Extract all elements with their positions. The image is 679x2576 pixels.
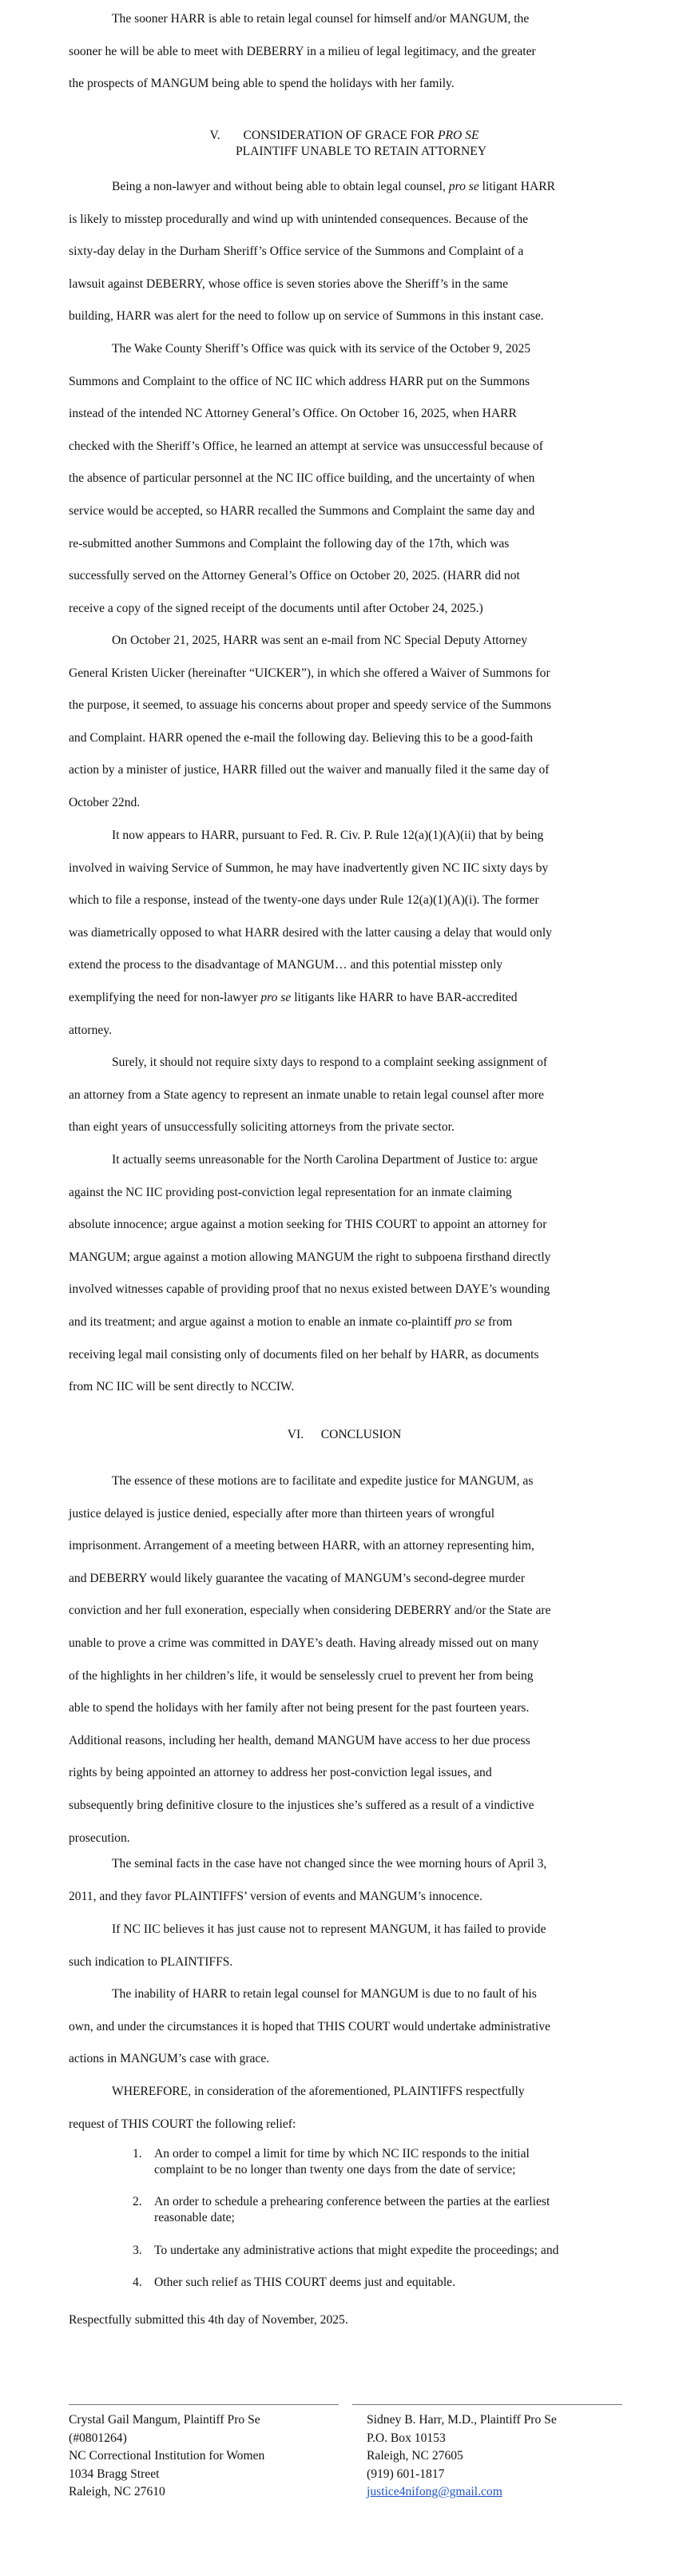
text-line: subsequently bring definitive closure to the injustices she’s suffered as a result of a vindictive <box>69 1798 534 1812</box>
text-line: WHEREFORE, in consideration of the aforementioned, PLAINTIFFS respectfully <box>112 2085 525 2098</box>
text-line: General Kristen Uicker (hereinafter “UICKER”), in which she offered a Waiver of Summons for <box>69 666 550 680</box>
text-line: justice delayed is justice denied, especially after more than thirteen years of wrongful <box>69 1506 495 1521</box>
text-run: from <box>485 1314 513 1329</box>
text-run: litigants like HARR to have BAR-accredited <box>291 990 518 1004</box>
section-v-heading <box>69 128 620 160</box>
text-line: Summons and Complaint to the office of NC IIC which address HARR put on the Summons <box>69 374 530 388</box>
signer-name: Crystal Gail Mangum, Plaintiff Pro Se <box>69 2413 260 2427</box>
relief-item <box>133 2146 649 2178</box>
text-line: On October 21, 2025, HARR was sent an e-mail from NC Special Deputy Attorney <box>112 634 528 647</box>
text-line: successfully served on the Attorney General’s Office on October 20, 2025. (HARR did not <box>69 569 520 583</box>
paragraph-uicker-email <box>69 625 551 820</box>
text-line <box>69 1306 550 1339</box>
text-line: lawsuit against DEBERRY, whose office is seven stories above the Sheriff’s in the same <box>69 276 509 291</box>
submitted-date <box>69 2312 348 2328</box>
text-line: own, and under the circumstances it is hoped that THIS COURT would undertake administrative <box>69 2019 551 2033</box>
text-line: instead of the intended NC Attorney General’s Office. On October 16, 2025, when HARR <box>69 407 517 421</box>
text-line <box>69 982 552 1015</box>
signature-block-harr <box>352 2404 622 2502</box>
text-line: and Complaint. HARR opened the e-mail the following day. Believing this to be a good-faith <box>69 730 534 745</box>
text-line: unable to prove a crime was committed in DAYE’s death. Having already missed out on many <box>69 1636 539 1650</box>
section-title: CONSIDERATION OF GRACE FOR <box>243 129 438 142</box>
signer-email-link[interactable]: justice4nifong@gmail.com <box>367 2485 502 2499</box>
text-line: It actually seems unreasonable for the North Carolina Department of Justice to: argue <box>112 1153 538 1167</box>
signer-institution: NC Correctional Institution for Women <box>69 2449 265 2463</box>
text-line: prosecution. <box>69 1831 130 1845</box>
text-line: against the NC IIC providing post-conviction legal representation for an inmate claiming <box>69 1185 512 1199</box>
text-line: It now appears to HARR, pursuant to Fed. R. Civ. P. Rule 12(a)(1)(A)(ii) that by being <box>112 829 544 842</box>
paragraph-wake-county <box>69 333 543 625</box>
signature-line <box>352 2404 622 2405</box>
text-run: Being a non-lawyer and without being able to obtain legal counsel, <box>112 180 449 193</box>
section-title-italic: PRO SE <box>437 129 479 142</box>
relief-item <box>133 2275 649 2291</box>
text-line: October 22nd. <box>69 795 141 809</box>
text-line: The Wake County Sheriff’s Office was quick with its service of the October 9, 2025 <box>112 342 531 356</box>
signer-id: (#0801264) <box>69 2431 127 2445</box>
section-number: V. <box>209 129 220 142</box>
text-line: the purpose, it seemed, to assuage his concerns about proper and speedy service of the Summons <box>69 698 552 713</box>
paragraph-seminal-facts <box>69 1848 546 1913</box>
text-line: extend the process to the disadvantage of MANGUM… and this potential misstep only <box>69 958 503 972</box>
text-line: was diametrically opposed to what HARR desired with the latter causing a delay that would only <box>69 925 552 940</box>
text-line: absolute innocence; argue against a motion seeking for THIS COURT to appoint an attorney for <box>69 1218 547 1232</box>
signer-city: Raleigh, NC 27610 <box>69 2485 165 2499</box>
text-line: conviction and her full exoneration, especially when considering DEBERRY and/or the State are <box>69 1604 551 1618</box>
text-line: building, HARR was alert for the need to follow up on service of Summons in this instant case. <box>69 309 544 324</box>
signer-street: 1034 Bragg Street <box>69 2467 160 2481</box>
signature-line <box>69 2404 339 2405</box>
paragraph-sixty-days <box>69 1047 547 1144</box>
text-line: able to spend the holidays with her family after not being present for the past fourteen years. <box>69 1701 530 1715</box>
text-line: actions in MANGUM’s case with grace. <box>69 2052 270 2066</box>
relief-item <box>133 2194 649 2226</box>
text-line: than eight years of unsuccessfully soliciting attorneys from the private sector. <box>69 1120 455 1135</box>
text-line: an attorney from a State agency to represent an inmate unable to retain legal counsel after more <box>69 1087 544 1102</box>
signer-name: Sidney B. Harr, M.D., Plaintiff Pro Se <box>367 2413 557 2427</box>
text-line: involved in waiving Service of Summon, he may have inadvertently given NC IIC sixty days by <box>69 861 549 875</box>
section-vi-heading <box>69 1427 620 1443</box>
text-line: Respectfully submitted this 4th day of November, 2025. <box>69 2313 348 2327</box>
relief-item-text: An order to schedule a prehearing conference between the parties at the earliest <box>154 2195 550 2208</box>
section-number: VI. <box>287 1428 304 1441</box>
text-line: re-submitted another Summons and Complaint the following day of the 17th, which was <box>69 536 510 551</box>
text-line: request of THIS COURT the following relief: <box>69 2117 296 2131</box>
italic-run: pro se <box>260 990 292 1004</box>
paragraph-nc-iic-cause <box>69 1914 546 1978</box>
relief-item-text: reasonable date; <box>154 2211 235 2224</box>
signer-phone: (919) 601-1817 <box>367 2467 445 2481</box>
text-line: receiving legal mail consisting only of documents filed on her behalf by HARR, as documents <box>69 1347 539 1362</box>
relief-item-text: Other such relief as THIS COURT deems just and equitable. <box>154 2276 455 2289</box>
relief-item-number: 3. <box>133 2244 142 2257</box>
paragraph-rule-12 <box>69 820 552 1047</box>
text-line: the prospects of MANGUM being able to spend the holidays with her family. <box>69 77 455 91</box>
relief-item-text: complaint to be no longer than twenty one days from the date of service; <box>154 2163 516 2176</box>
text-line <box>69 171 555 204</box>
text-line: from NC IIC will be sent directly to NCCIW. <box>69 1380 295 1394</box>
text-line: 2011, and they favor PLAINTIFFS’ version of events and MANGUM’s innocence. <box>69 1889 482 1903</box>
paragraph-dept-of-justice <box>69 1144 550 1404</box>
text-line: of the highlights in her children’s life, it would be senselessly cruel to prevent her from being <box>69 1668 534 1683</box>
text-line: The essence of these motions are to facilitate and expedite justice for MANGUM, as <box>112 1474 534 1488</box>
italic-run: pro se <box>448 180 479 193</box>
text-line: action by a minister of justice, HARR filled out the waiver and manually filed it the same day of <box>69 763 550 777</box>
signer-city: Raleigh, NC 27605 <box>367 2449 463 2463</box>
text-line: If NC IIC believes it has just cause not to represent MANGUM, it has failed to provide <box>112 1922 546 1936</box>
text-line: The inability of HARR to retain legal counsel for MANGUM is due to no fault of his <box>112 1987 537 2001</box>
text-line: service would be accepted, so HARR recalled the Summons and Complaint the same day and <box>69 503 535 518</box>
relief-item-text: An order to compel a limit for time by which NC IIC responds to the initial <box>154 2147 530 2161</box>
relief-item-number: 4. <box>133 2276 142 2289</box>
text-line: such indication to PLAINTIFFS. <box>69 1954 233 1969</box>
text-line: is likely to misstep procedurally and wind up with unintended consequences. Because of the <box>69 212 529 226</box>
relief-item-number: 1. <box>133 2147 142 2161</box>
paragraph-non-lawyer <box>69 171 555 333</box>
text-line: which to file a response, instead of the twenty-one days under Rule 12(a)(1)(A)(i). The former <box>69 893 539 908</box>
text-line: attorney. <box>69 1023 112 1037</box>
text-line: MANGUM; argue against a motion allowing MANGUM the right to subpoena firsthand directly <box>69 1250 551 1264</box>
text-line: involved witnesses capable of providing proof that no nexus existed between DAYE’s wounding <box>69 1282 550 1297</box>
text-line: receive a copy of the signed receipt of the documents until after October 24, 2025.) <box>69 601 483 615</box>
text-line: The seminal facts in the case have not changed since the wee morning hours of April 3, <box>112 1857 547 1870</box>
text-line: Surely, it should not require sixty days to respond to a complaint seeking assignment of <box>112 1055 548 1069</box>
text-line: the absence of particular personnel at the NC IIC office building, and the uncertainty of when <box>69 471 535 486</box>
text-line: sooner he will be able to meet with DEBERRY in a milieu of legal legitimacy, and the greater <box>69 44 536 58</box>
text-run: litigant HARR <box>478 180 556 193</box>
text-line: The sooner HARR is able to retain legal counsel for himself and/or MANGUM, the <box>112 12 530 26</box>
italic-run: pro se <box>455 1314 486 1329</box>
text-line: rights by being appointed an attorney to address her post-conviction legal issues, and <box>69 1766 492 1780</box>
paragraph-essence-of-motions <box>69 1465 551 1854</box>
text-run: exemplifying the need for non-lawyer <box>69 990 261 1004</box>
text-line: Additional reasons, including her health, demand MANGUM have access to her due process <box>69 1733 530 1747</box>
text-line: checked with the Sheriff’s Office, he learned an attempt at service was unsuccessful because of <box>69 439 543 453</box>
text-run: and its treatment; and argue against a motion to enable an inmate co-plaintiff <box>69 1314 455 1329</box>
relief-item-number: 2. <box>133 2195 142 2208</box>
paragraph-wherefore <box>69 2076 525 2141</box>
signer-po-box: P.O. Box 10153 <box>367 2431 446 2445</box>
section-title: CONCLUSION <box>320 1428 402 1441</box>
paragraph-inability-of-harr <box>69 1978 550 2076</box>
section-title-line2: PLAINTIFF UNABLE TO RETAIN ATTORNEY <box>235 145 487 158</box>
text-line: sixty-day delay in the Durham Sheriff’s Office service of the Summons and Complaint of a <box>69 244 524 259</box>
paragraph-harr-retain-counsel <box>69 3 536 101</box>
relief-item-text: To undertake any administrative actions that might expedite the proceedings; and <box>154 2244 559 2257</box>
text-line: and DEBERRY would likely guarantee the vacating of MANGUM’s second-degree murder <box>69 1571 526 1585</box>
signature-block-mangum <box>69 2404 339 2502</box>
relief-item <box>133 2243 649 2259</box>
text-line: imprisonment. Arrangement of a meeting between HARR, with an attorney representing him, <box>69 1539 534 1553</box>
